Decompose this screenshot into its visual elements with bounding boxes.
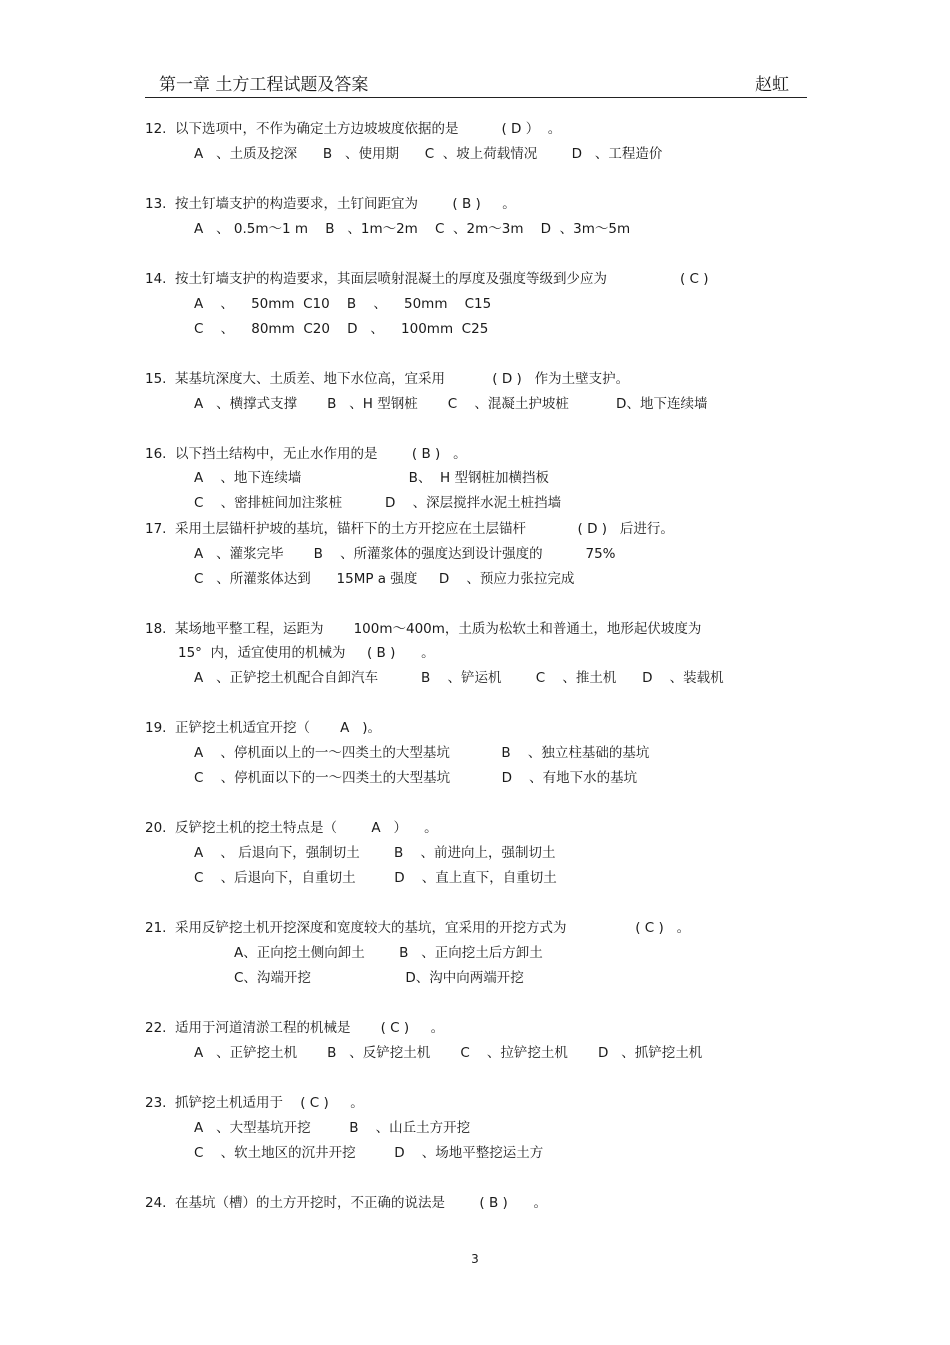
text-line: A 、灌浆完毕 B 、所灌浆体的强度达到设计强度的 75% (194, 546, 616, 562)
text-line: A 、 后退向下，强制切土 B 、前进向上，强制切土 (194, 845, 556, 861)
header-author: 赵虹 (755, 75, 789, 95)
text-line: 20. 反铲挖土机的挖土特点是（ A ） 。 (145, 820, 438, 836)
text-line: A、正向挖土侧向卸土 B 、正向挖土后方卸土 (234, 945, 543, 961)
text-line: A 、地下连续墙 B、 H 型钢桩加横挡板 (194, 470, 549, 486)
text-line: C 、停机面以下的一～四类土的大型基坑 D 、有地下水的基坑 (194, 770, 638, 786)
text-line: 23. 抓铲挖土机适用于 ( C ) 。 (145, 1095, 364, 1111)
text-line: 22. 适用于河道清淤工程的机械是 ( C ) 。 (145, 1020, 445, 1036)
page-number: 3 (471, 1252, 479, 1266)
text-line: 14. 按土钉墙支护的构造要求，其面层喷射混凝土的厚度及强度等级到少应为 ( C ) (145, 271, 709, 287)
text-line: A 、土质及挖深 B 、使用期 C 、坡上荷载情况 D 、工程造价 (194, 146, 663, 162)
text-line: 17. 采用土层锚杆护坡的基坑，锚杆下的土方开挖应在土层锚杆 ( D ) 后进行。 (145, 521, 674, 537)
text-line: A 、 50mm C10 B 、 50mm C15 (194, 296, 492, 312)
page-header (145, 70, 807, 98)
text-line: 13. 按土钉墙支护的构造要求，土钉间距宜为 ( B ) 。 (145, 196, 516, 212)
text-line: A 、大型基坑开挖 B 、山丘土方开挖 (194, 1120, 471, 1136)
text-line: 15. 某基坑深度大、土质差、地下水位高，宜采用 ( D ) 作为土壁支护。 (145, 371, 630, 387)
text-line: 24. 在基坑（槽）的土方开挖时，不正确的说法是 ( B ) 。 (145, 1195, 548, 1211)
header-title: 第一章 土方工程试题及答案 (159, 75, 369, 95)
text-line: 19. 正铲挖土机适宜开挖（ A )。 (145, 720, 381, 736)
text-line: 21. 采用反铲挖土机开挖深度和宽度较大的基坑，宜采用的开挖方式为 ( C ) 。 (145, 920, 691, 936)
text-line: C 、软土地区的沉井开挖 D 、场地平整挖运土方 (194, 1145, 544, 1161)
text-line: A 、 0.5m～1 m B 、1m～2m C 、2m～3m D 、3m～5m (194, 221, 631, 237)
text-line: 15° 内，适宜使用的机械为 ( B ) 。 (178, 645, 435, 661)
text-line: A 、横撑式支撑 B 、H 型钢桩 C 、混凝土护坡桩 D、地下连续墙 (194, 396, 708, 412)
text-line: A 、停机面以上的一～四类土的大型基坑 B 、独立柱基础的基坑 (194, 745, 650, 761)
text-line: C、沟端开挖 D、沟中向两端开挖 (234, 970, 524, 986)
text-line: C 、所灌浆体达到 15MP a 强度 D 、预应力张拉完成 (194, 571, 575, 587)
text-line: A 、正铲挖土机配合自卸汽车 B 、铲运机 C 、推土机 D 、装载机 (194, 670, 724, 686)
text-line: C 、 80mm C20 D 、 100mm C25 (194, 321, 489, 337)
text-line: 16. 以下挡土结构中，无止水作用的是 ( B ) 。 (145, 446, 467, 462)
text-line: 12. 以下选项中，不作为确定土方边坡坡度依据的是 ( D ） 。 (145, 121, 562, 137)
text-line: C 、密排桩间加注浆桩 D 、深层搅拌水泥土桩挡墙 (194, 495, 562, 511)
text-line: A 、正铲挖土机 B 、反铲挖土机 C 、拉铲挖土机 D 、抓铲挖土机 (194, 1045, 703, 1061)
text-line: C 、后退向下，自重切土 D 、直上直下，自重切土 (194, 870, 557, 886)
text-line: 18. 某场地平整工程，运距为 100m～400m，土质为松软土和普通土，地形起伏坡度为 (145, 621, 702, 637)
